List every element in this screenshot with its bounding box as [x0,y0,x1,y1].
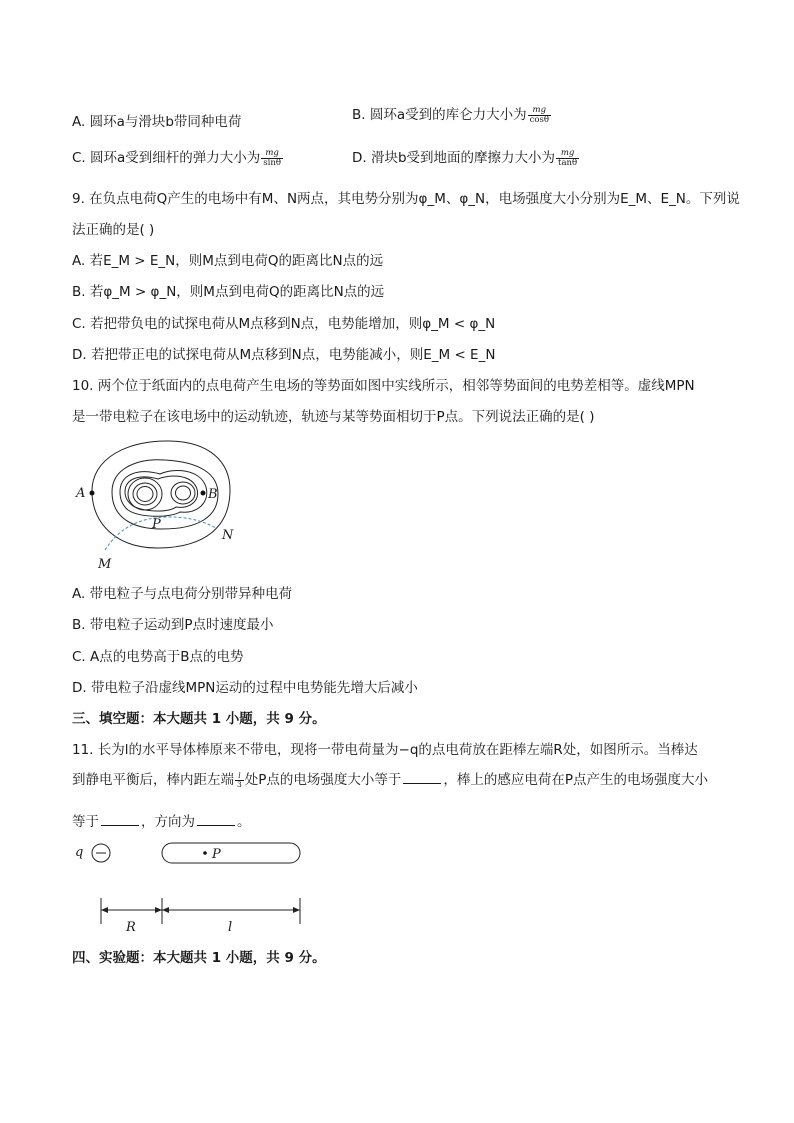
q10-option-a: A. 带电粒子与点电荷分别带异种电荷 [72,586,293,602]
label-p: P [212,847,221,862]
equipotential-figure [70,432,250,574]
fraction: $\frac{mg}{\cos\theta}$ [529,104,549,125]
arrowhead [293,907,300,913]
q10-stem-line2: 是一带电粒子在该电场中的运动轨迹，轨迹与某等势面相切于P点。下列说法正确的是( ) [72,409,595,425]
arrowhead [162,907,169,913]
label-r: R [126,920,136,935]
fraction: $\frac{mg}{\tan\theta}$ [558,147,578,168]
point-b-dot [201,491,206,496]
q8-option-c: C. 圆环a受到细杆的弹力大小为 $\frac{mg}{\sin\theta}$ [72,147,281,168]
label-b: B [208,487,218,502]
fraction: $\frac{l}{3}$ [237,770,242,789]
q10-option-c: C. A点的电势高于B点的电势 [72,649,244,665]
q11-stem-line1: 11. 长为l的水平导体棒原来不带电，现将一带电荷量为−q的点电荷放在距棒左端R处，如图所示。当棒达 [72,742,698,758]
q10-stem-line1: 10. 两个位于纸面内的点电荷产生电场的等势面如图中实线所示，相邻等势面间的电势差相等。虚线MPN [72,378,695,394]
label-p: P [152,517,161,532]
rod-figure [70,836,310,936]
q9-option-a: A. 若E_M > E_N，则M点到电荷Q的距离比N点的远 [72,253,384,269]
q9-option-c: C. 若把带负电的试探电荷从M点移到N点，电势能增加，则φ_M < φ_N [72,316,496,332]
equipotential-left-3 [137,487,153,502]
q11-stem-line3: 等于 ，方向为 。 [72,814,251,830]
section-title-fill-in: 三、填空题：本大题共 1 小题，共 9 分。 [72,711,326,727]
q9-stem-line2: 法正确的是( ) [72,222,155,238]
answer-blank-3[interactable] [197,824,235,826]
answer-blank-1[interactable] [403,782,441,784]
equipotential-right-2 [176,486,191,500]
fraction: $\frac{mg}{\sin\theta}$ [263,147,281,168]
section-title-experiment: 四、实验题：本大题共 1 小题，共 9 分。 [72,950,326,966]
label-q: q [75,845,84,860]
q9-option-b: B. 若φ_M > φ_N，则M点到电荷Q的距离比N点的远 [72,284,385,300]
label-l: l [228,920,233,935]
label-n: N [222,528,234,543]
point-p-dot [203,851,207,855]
equipotential-inner-2 [125,476,198,511]
arrowhead [155,907,162,913]
q8-option-b: B. 圆环a受到的库仑力大小为 $\frac{mg}{\cos\theta}$ [352,104,549,125]
equipotential-right-1 [171,482,195,504]
answer-blank-2[interactable] [101,824,139,826]
q9-option-d: D. 若把带正电的试探电荷从M点移到N点，电势能减小，则E_M < E_N [72,347,496,363]
q10-option-d: D. 带电粒子沿虚线MPN运动的过程中电势能先增大后减小 [72,680,418,696]
label-m: M [98,557,112,572]
q11-stem-line2: 到静电平衡后，棒内距左端 $\frac{l}{3}$ 处P点的电场强度大小等于 ，棒上的感应电荷在P点产生的电场强度大小 [72,770,709,789]
q8-option-a: A. 圆环a与滑块b带同种电荷 [72,114,242,130]
conductor-rod [162,843,300,863]
q10-option-b: B. 带电粒子运动到P点时速度最小 [72,617,274,633]
arrowhead [101,907,108,913]
q9-stem-line1: 9. 在负点电荷Q产生的电场中有M、N两点，其电势分别为φ_M、φ_N，电场强度大小分别为E_M、E_N。下列说 [72,191,740,207]
label-a: A [76,486,86,501]
q8-option-d: D. 滑块b受到地面的摩擦力大小为 $\frac{mg}{\tan\theta}$ [352,147,578,168]
point-a-dot [90,491,95,496]
